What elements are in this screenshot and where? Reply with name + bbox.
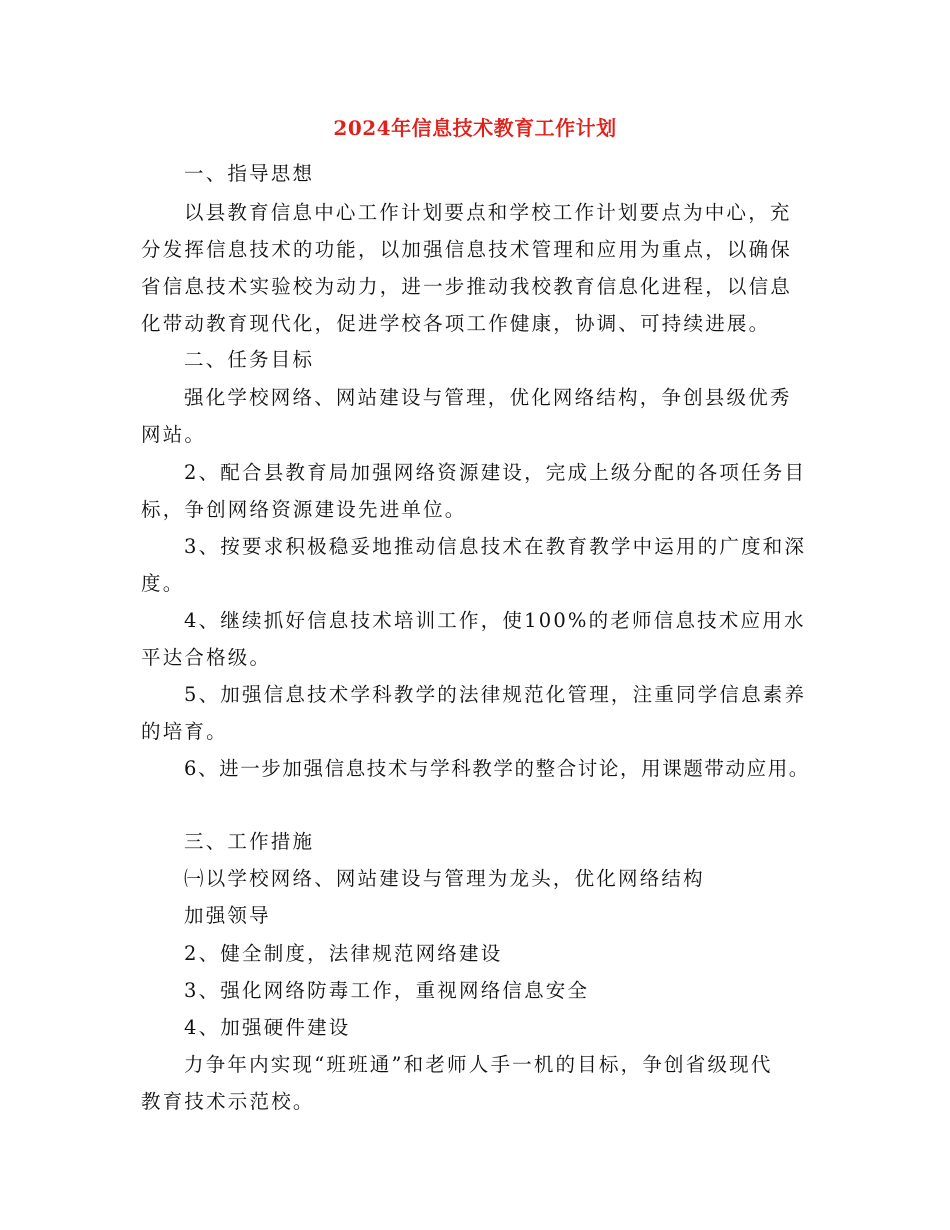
paragraph-line: 力争年内实现“班班通”和老师人手一机的目标，争创省级现代	[184, 1053, 773, 1076]
paragraph-line: 网站。	[141, 423, 207, 446]
list-item-line: 6、进一步加强信息技术与学科教学的整合讨论，用课题带动应用。	[184, 757, 810, 780]
section-heading: 二、任务目标	[184, 348, 315, 371]
list-item-line: 3、强化网络防毒工作，重视网络信息安全	[184, 979, 590, 1002]
paragraph-line: 以县教育信息中心工作计划要点和学校工作计划要点为中心，充	[184, 201, 792, 224]
paragraph-line: ㈠以学校网络、网站建设与管理为龙头，优化网络结构	[184, 867, 705, 890]
list-item-line: 2、健全制度，法律规范网络建设	[184, 942, 503, 965]
paragraph-line: 省信息技术实验校为动力，进一步推动我校教育信息化进程，以信息	[141, 275, 793, 298]
paragraph-line: 的培育。	[141, 720, 228, 743]
paragraph-line: 平达合格级。	[141, 646, 272, 669]
paragraph-line: 标，争创网络资源建设先进单位。	[141, 498, 467, 521]
document-title: 2024年信息技术教育工作计划	[333, 116, 617, 140]
paragraph-line: 加强领导	[184, 904, 271, 927]
paragraph-line: 分发挥信息技术的功能，以加强信息技术管理和应用为重点，以确保	[141, 238, 793, 261]
paragraph-line: 强化学校网络、网站建设与管理，优化网络结构，争创县级优秀	[184, 386, 792, 409]
list-item-line: 5、加强信息技术学科教学的法律规范化管理，注重同学信息素养	[184, 683, 807, 706]
section-heading: 三、工作措施	[184, 830, 315, 853]
list-item-line: 4、加强硬件建设	[184, 1016, 351, 1039]
paragraph-line: 度。	[141, 572, 185, 595]
section-heading: 一、指导思想	[184, 162, 315, 185]
list-item-line: 2、配合县教育局加强网络资源建设，完成上级分配的各项任务目	[184, 461, 807, 484]
list-item-line: 4、继续抓好信息技术培训工作，使100%的老师信息技术应用水	[184, 609, 806, 632]
paragraph-line: 化带动教育现代化，促进学校各项工作健康，协调、可持续进展。	[141, 312, 771, 335]
list-item-line: 3、按要求积极稳妥地推动信息技术在教育教学中运用的广度和深	[184, 535, 807, 558]
paragraph-line: 教育技术示范校。	[141, 1090, 315, 1113]
